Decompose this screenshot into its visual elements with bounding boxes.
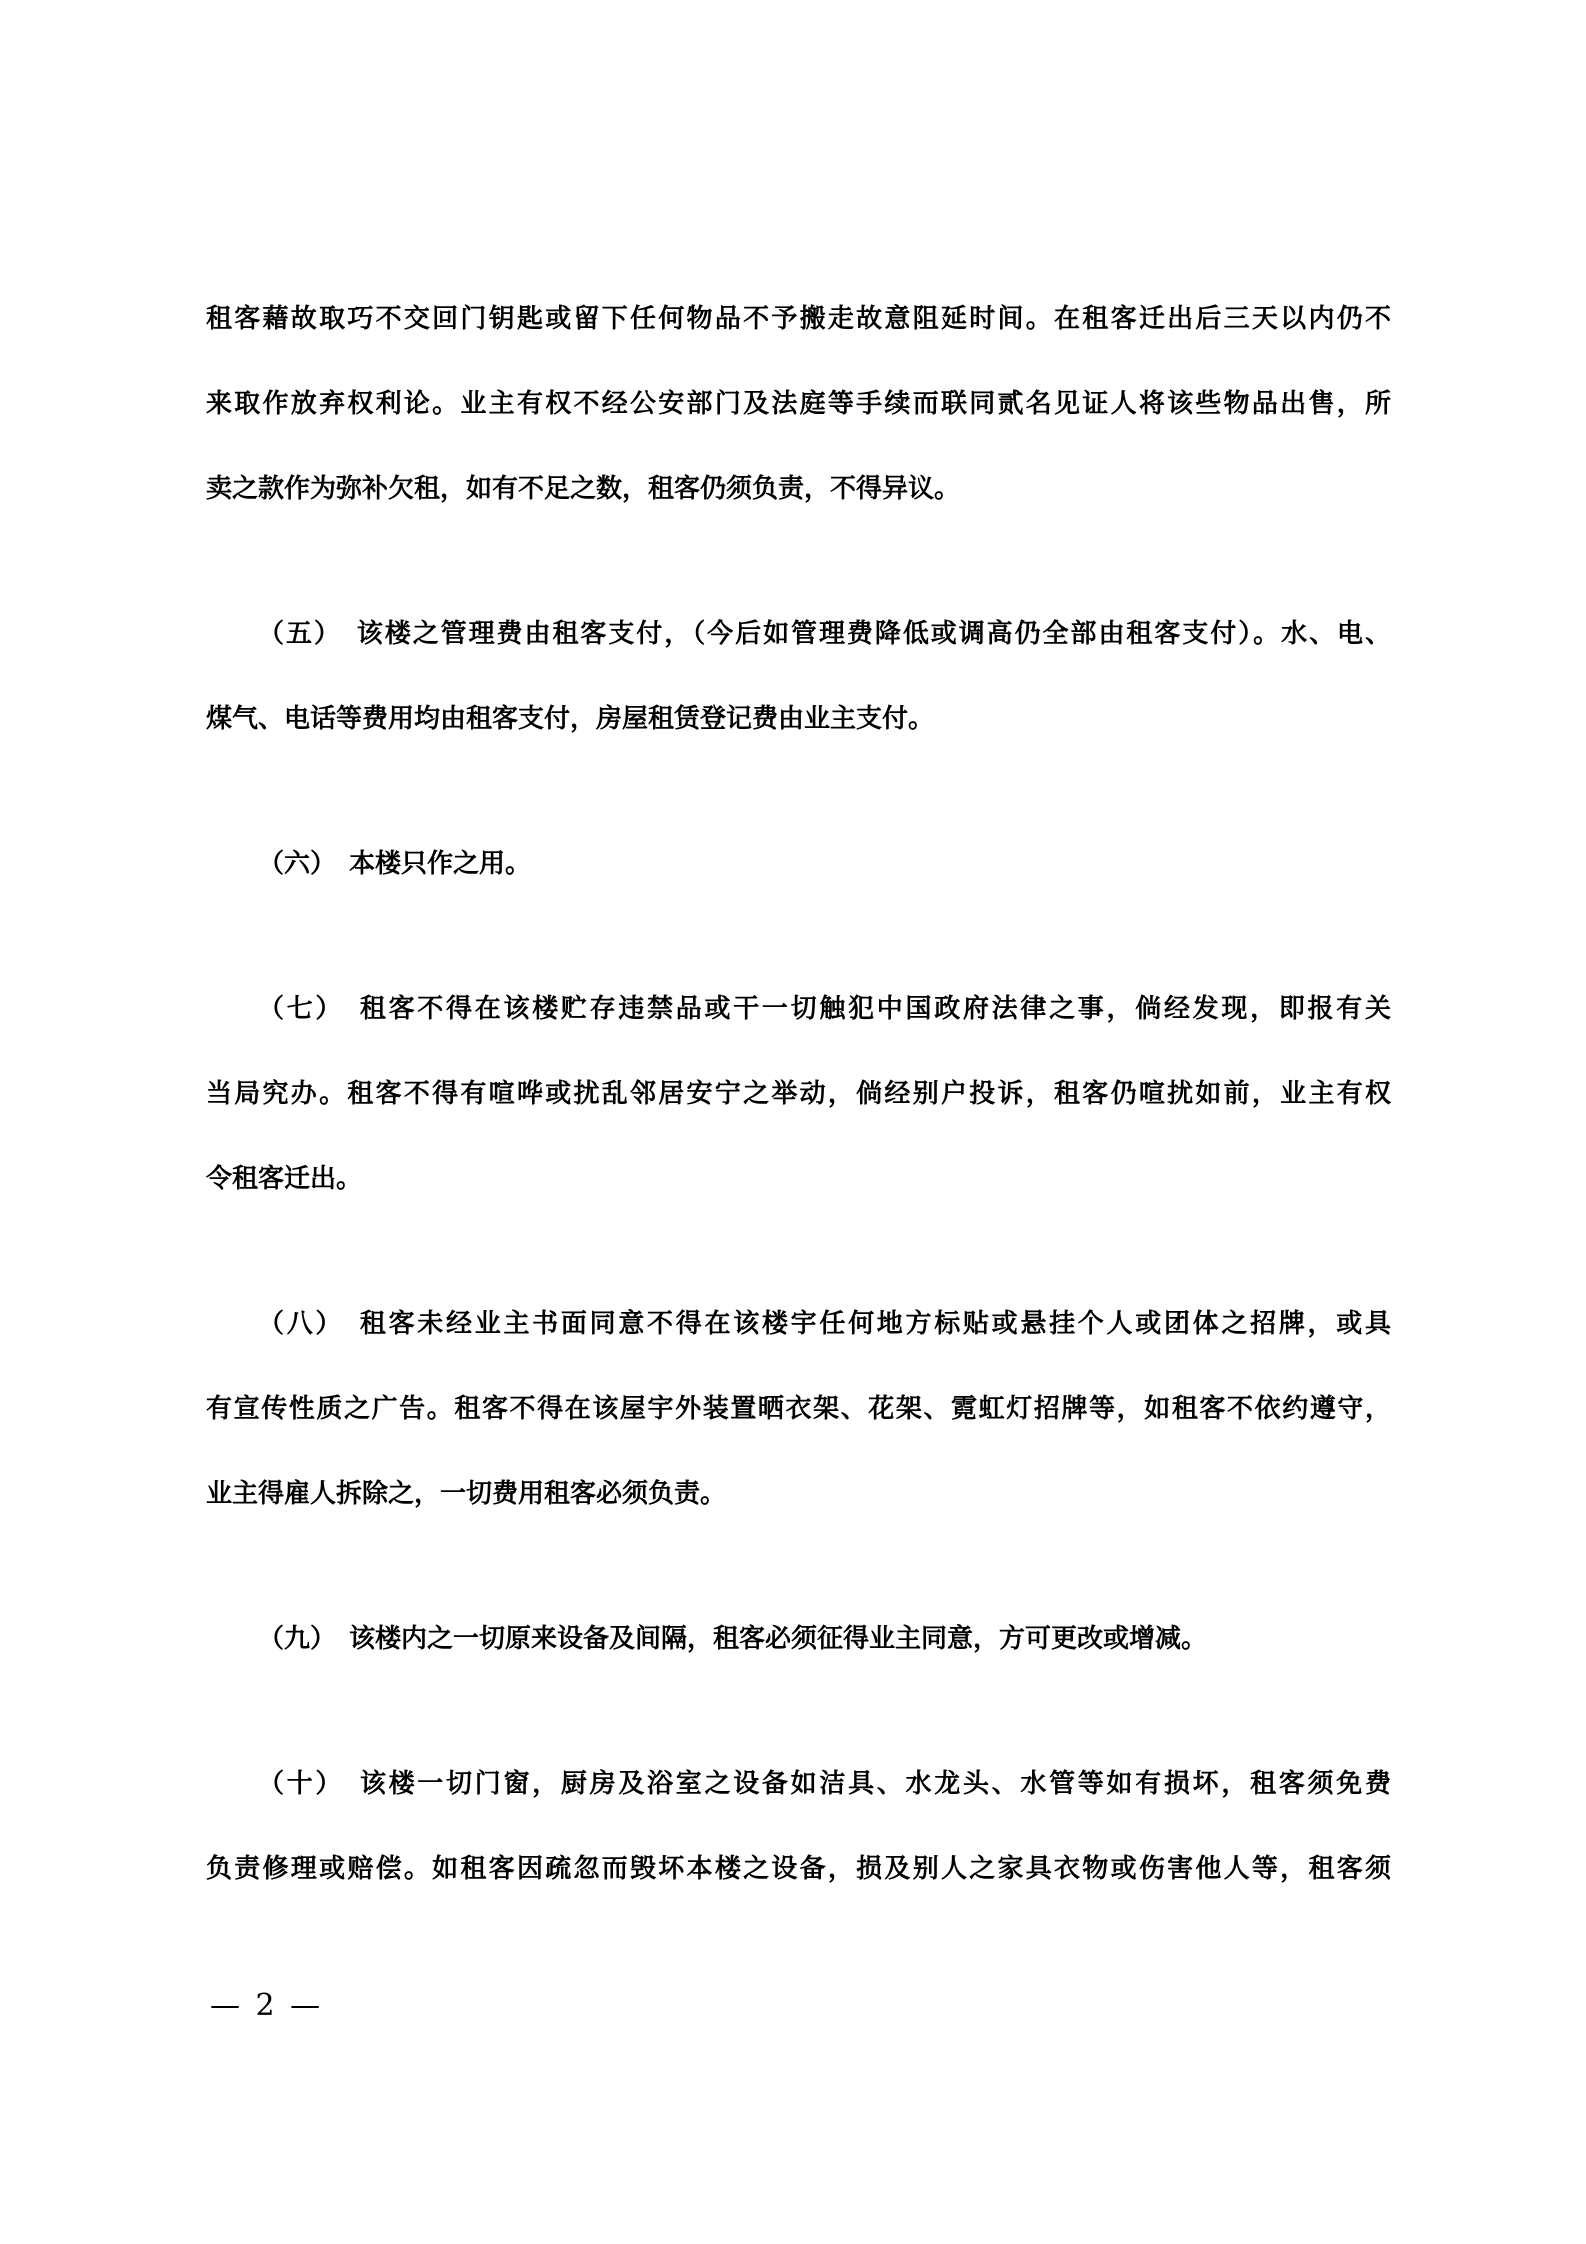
paragraph [206,1282,1391,1537]
text-line: 卖之款作为弥补欠租，如有不足之数，租客仍须负责，不得异议。 [206,474,961,504]
text-line: 令租客迁出。 [206,1164,363,1194]
text-line: （五） 该楼之管理费由租客支付，（今后如管理费降低或调高仍全部由租客支付）。水、电、 [258,619,1391,649]
paragraph [206,592,1391,762]
text-line: 煤气、电话等费用均由租客支付，房屋租赁登记费由业主支付。 [206,704,935,734]
text-line: （六） 本楼只作之用。 [258,849,532,879]
text-line: 有宣传性质之广告。租客不得在该屋宇外装置晒衣架、花架、霓虹灯招牌等，如租客不依约遵守， [206,1394,1391,1424]
page-number: — 2 — [210,1988,324,2023]
text-line: 租客藉故取巧不交回门钥匙或留下任何物品不予搬走故意阻延时间。在租客迁出后三天以内仍不 [206,304,1391,334]
paragraph [206,822,1391,907]
text-line: 业主得雇人拆除之，一切费用租客必须负责。 [206,1479,727,1509]
paragraph [206,1742,1391,1912]
text-line: 负责修理或赔偿。如租客因疏忽而毁坏本楼之设备，损及别人之家具衣物或伤害他人等，租客须 [206,1854,1391,1884]
document-body [206,277,1391,1912]
paragraph [206,967,1391,1222]
text-line: 当局究办。租客不得有喧哗或扰乱邻居安宁之举动，倘经别户投诉，租客仍喧扰如前，业主有权 [206,1079,1391,1109]
paragraph [206,277,1391,532]
text-line: 来取作放弃权利论。业主有权不经公安部门及法庭等手续而联同贰名见证人将该些物品出售，所 [206,389,1391,419]
text-line: （十） 该楼一切门窗，厨房及浴室之设备如洁具、水龙头、水管等如有损坏，租客须免费 [258,1769,1391,1799]
text-line: （九） 该楼内之一切原来设备及间隔，租客必须征得业主同意，方可更改或增减。 [258,1624,1208,1654]
text-line: （八） 租客未经业主书面同意不得在该楼宇任何地方标贴或悬挂个人或团体之招牌，或具 [258,1309,1391,1339]
paragraph [206,1597,1391,1682]
text-line: （七） 租客不得在该楼贮存违禁品或干一切触犯中国政府法律之事，倘经发现，即报有关 [258,994,1391,1024]
